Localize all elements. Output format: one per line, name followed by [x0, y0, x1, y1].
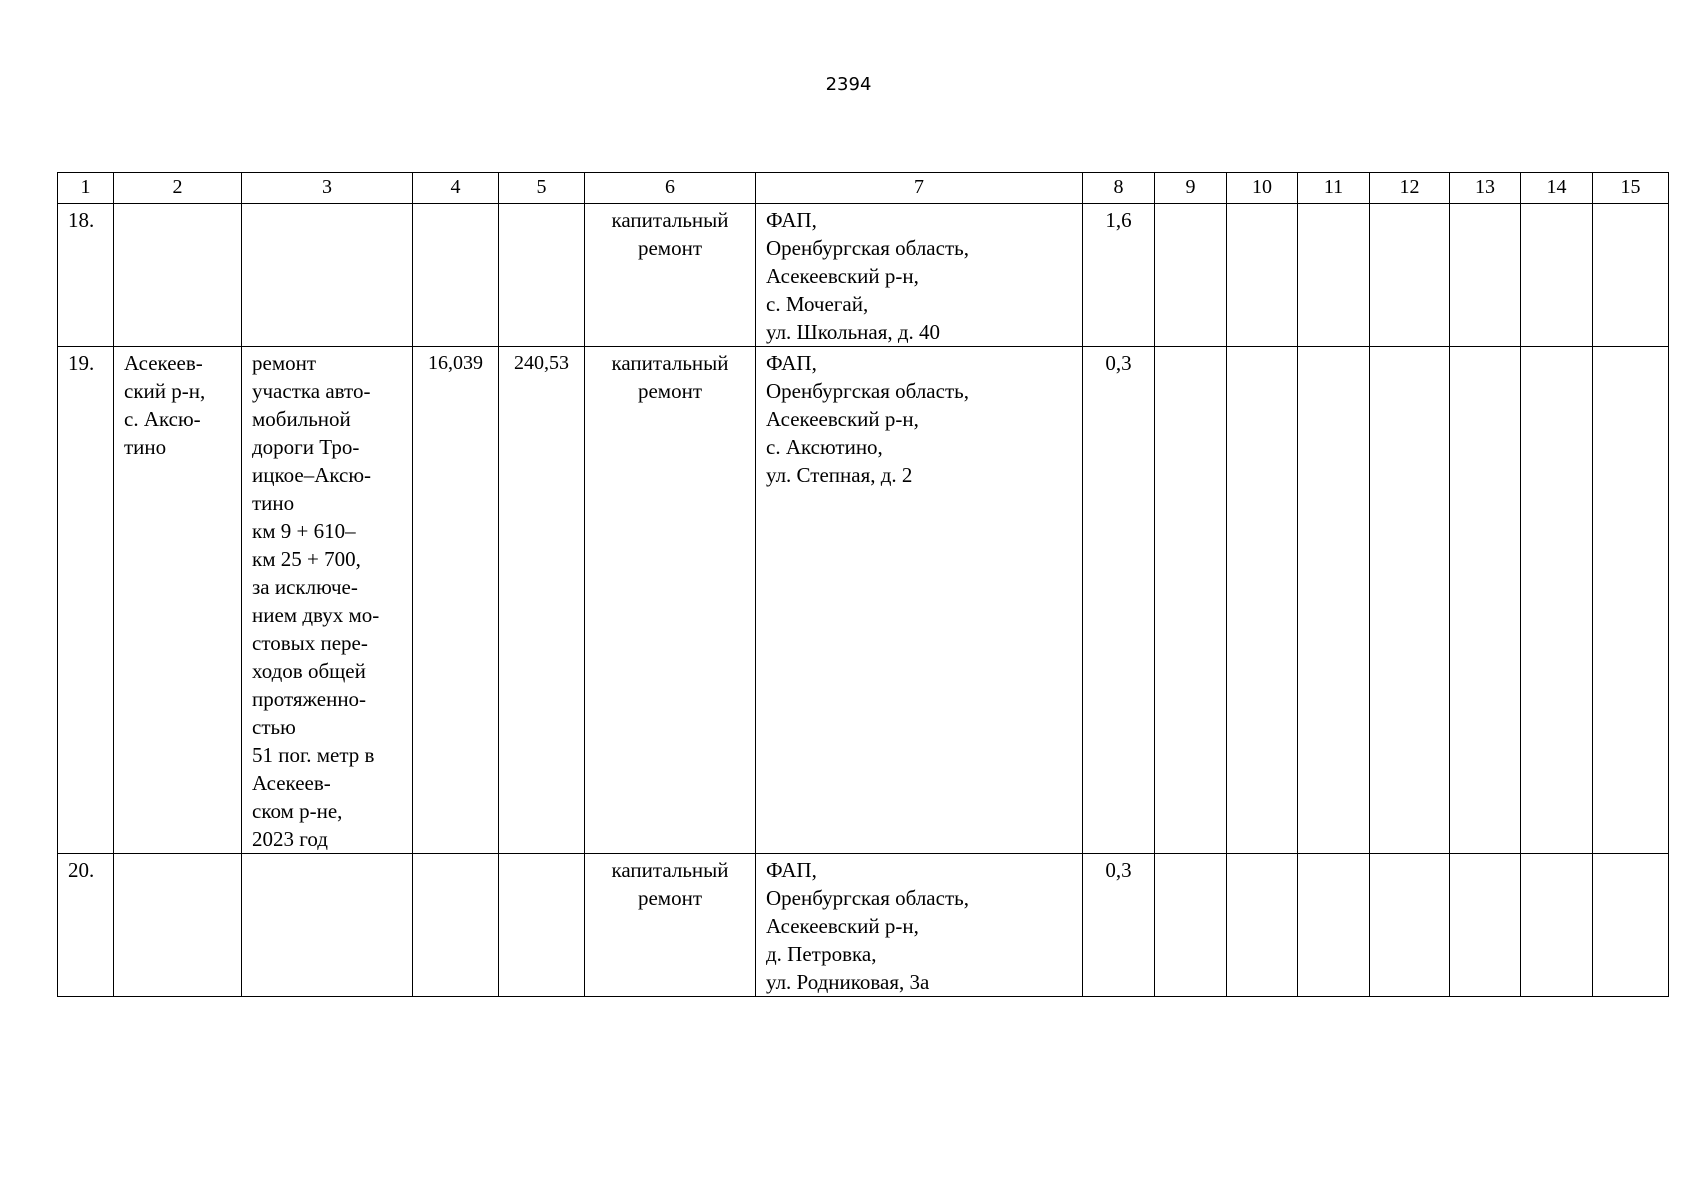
column-header: 2 — [114, 173, 242, 204]
empty-cell — [1450, 204, 1521, 347]
empty-cell — [1227, 204, 1298, 347]
empty-cell — [1298, 204, 1370, 347]
empty-cell — [1227, 854, 1298, 997]
object-cell: ФАП, Оренбургская область, Асекеевский р-н, с. Аксютино, ул. Степная, д. 2 — [756, 347, 1083, 854]
empty-cell — [1298, 347, 1370, 854]
empty-cell — [1370, 204, 1450, 347]
data-table — [57, 172, 1669, 997]
description-cell — [242, 204, 413, 347]
page-number: 2394 — [825, 74, 872, 95]
column-header: 11 — [1298, 173, 1370, 204]
row-number: 20. — [58, 854, 114, 997]
object-cell: ФАП, Оренбургская область, Асекеевский р-н, с. Мочегай, ул. Школьная, д. 40 — [756, 204, 1083, 347]
work-type-cell: капитальный ремонт — [585, 854, 756, 997]
location-cell: Асекеев- ский р-н, с. Аксю- тино — [114, 347, 242, 854]
empty-cell — [1227, 347, 1298, 854]
column-header: 13 — [1450, 173, 1521, 204]
empty-cell — [1370, 854, 1450, 997]
location-cell — [114, 854, 242, 997]
column-header: 15 — [1593, 173, 1669, 204]
empty-cell — [1155, 204, 1227, 347]
column-header: 7 — [756, 173, 1083, 204]
empty-cell — [1593, 347, 1669, 854]
column-header: 5 — [499, 173, 585, 204]
value-cell-8: 0,3 — [1083, 854, 1155, 997]
column-header: 6 — [585, 173, 756, 204]
table-row — [58, 347, 1669, 854]
value-cell-4: 16,039 — [413, 347, 499, 854]
column-header: 8 — [1083, 173, 1155, 204]
column-header: 3 — [242, 173, 413, 204]
work-type-cell: капитальный ремонт — [585, 204, 756, 347]
empty-cell — [1450, 854, 1521, 997]
work-type-cell: капитальный ремонт — [585, 347, 756, 854]
column-header: 12 — [1370, 173, 1450, 204]
empty-cell — [1593, 854, 1669, 997]
description-cell: ремонт участка авто- мобильной дороги Тро- ицкое–Аксю- тино км 9 + 610– км 25 + 700, за исключе- нием двух мо- стовых пере- ходов общей протяженно- стью 51 пог. метр в Асекеев- ском р-не, 2023 год — [242, 347, 413, 854]
empty-cell — [1521, 204, 1593, 347]
description-cell — [242, 854, 413, 997]
column-header: 14 — [1521, 173, 1593, 204]
column-header: 10 — [1227, 173, 1298, 204]
column-header: 4 — [413, 173, 499, 204]
value-cell-4 — [413, 204, 499, 347]
column-header: 1 — [58, 173, 114, 204]
value-cell-5 — [499, 204, 585, 347]
empty-cell — [1450, 347, 1521, 854]
column-header: 9 — [1155, 173, 1227, 204]
value-cell-4 — [413, 854, 499, 997]
header-row — [58, 173, 1669, 204]
table-row — [58, 854, 1669, 997]
location-cell — [114, 204, 242, 347]
table-row — [58, 204, 1669, 347]
value-cell-5 — [499, 854, 585, 997]
empty-cell — [1593, 204, 1669, 347]
row-number: 19. — [58, 347, 114, 854]
object-cell: ФАП, Оренбургская область, Асекеевский р-н, д. Петровка, ул. Родниковая, 3а — [756, 854, 1083, 997]
empty-cell — [1521, 347, 1593, 854]
empty-cell — [1521, 854, 1593, 997]
value-cell-8: 0,3 — [1083, 347, 1155, 854]
value-cell-5: 240,53 — [499, 347, 585, 854]
empty-cell — [1155, 347, 1227, 854]
row-number: 18. — [58, 204, 114, 347]
empty-cell — [1370, 347, 1450, 854]
empty-cell — [1155, 854, 1227, 997]
value-cell-8: 1,6 — [1083, 204, 1155, 347]
empty-cell — [1298, 854, 1370, 997]
